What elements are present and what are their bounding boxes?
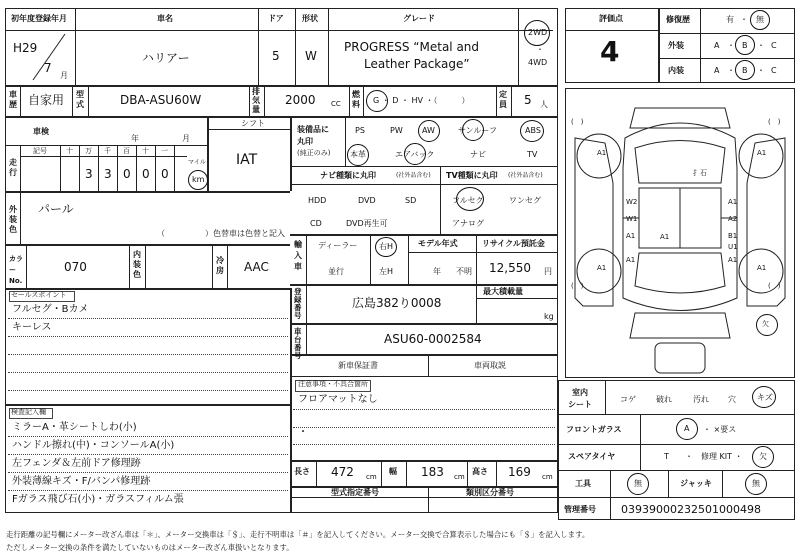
usage-label: 車歴 bbox=[9, 90, 17, 109]
width-value: 183 bbox=[421, 465, 444, 479]
color-no-value: 070 bbox=[64, 260, 87, 274]
displacement-value: 2000 bbox=[285, 93, 316, 107]
type-designation-label: 型式指定番号 bbox=[331, 488, 379, 497]
divider bbox=[20, 85, 21, 116]
inspector-label: 検査記入欄 bbox=[11, 408, 46, 416]
divider bbox=[212, 244, 213, 288]
interior-color-label: 内装色 bbox=[133, 250, 141, 279]
navi-dvd: DVD bbox=[358, 196, 376, 205]
spare-none: 欠 bbox=[759, 452, 767, 461]
color-no-label: カラーNo. bbox=[9, 255, 23, 285]
diagram-mark: 欠 bbox=[762, 320, 769, 328]
divider bbox=[5, 288, 290, 290]
divider bbox=[467, 460, 468, 486]
height-unit: cm bbox=[542, 473, 553, 481]
cc-unit: CC bbox=[331, 100, 341, 108]
sep: ・ bbox=[727, 66, 735, 75]
registration-value: 広島382り0008 bbox=[352, 296, 442, 310]
divider bbox=[290, 166, 558, 167]
divider bbox=[290, 376, 558, 377]
divider bbox=[290, 116, 292, 191]
divider bbox=[605, 380, 606, 414]
month-unit: 月 bbox=[60, 71, 68, 80]
diagram-mark: U1 bbox=[728, 243, 738, 251]
dotted-line bbox=[8, 372, 288, 373]
control-label: 管理番号 bbox=[564, 505, 596, 514]
inspection-label: 車検 bbox=[33, 127, 49, 136]
height-value: 169 bbox=[508, 465, 531, 479]
diagram-mark: A1 bbox=[597, 149, 607, 157]
dotted-line bbox=[8, 390, 288, 391]
divider bbox=[290, 184, 558, 185]
sheet-label-1: 室内 bbox=[572, 388, 588, 397]
divider bbox=[306, 323, 307, 354]
exterior-a: A bbox=[714, 41, 720, 50]
sep: ・ bbox=[757, 66, 765, 75]
divider bbox=[258, 8, 259, 85]
divider bbox=[640, 414, 641, 470]
ac-value: AAC bbox=[244, 260, 269, 274]
first-reg-month: 7 bbox=[44, 61, 52, 75]
mileage-digit-label: 十 bbox=[142, 147, 149, 155]
dotted-line bbox=[293, 444, 555, 445]
divider bbox=[174, 145, 175, 191]
divider bbox=[476, 284, 477, 323]
capacity-unit: 人 bbox=[540, 100, 548, 109]
diagram-mark: A1 bbox=[728, 198, 738, 206]
equip-tv: TV bbox=[527, 150, 538, 159]
mileage-digit: 0 bbox=[161, 167, 169, 181]
km-label: km bbox=[192, 175, 205, 184]
divider bbox=[20, 145, 21, 191]
divider bbox=[145, 244, 146, 288]
navi-note: (社外品含む) bbox=[396, 172, 431, 179]
divider bbox=[518, 8, 519, 85]
divider bbox=[408, 252, 558, 253]
mileage-digit: 0 bbox=[142, 167, 150, 181]
sep: ・ bbox=[727, 41, 735, 50]
divider bbox=[60, 145, 61, 191]
divider bbox=[264, 85, 265, 116]
sales-item: フルセグ・Bカメ bbox=[12, 304, 89, 315]
fuel-options: G ・ D ・ HV ・（ ） bbox=[373, 96, 470, 105]
divider bbox=[20, 191, 21, 244]
usage-value: 自家用 bbox=[28, 93, 65, 107]
notes-label: 注意事項・不具合箇所 bbox=[298, 380, 368, 388]
sep: ・ bbox=[757, 41, 765, 50]
tv-fullseg: フルセグ bbox=[452, 196, 484, 205]
equip-aw: AW bbox=[422, 126, 435, 135]
sheet-tear: 破れ bbox=[656, 395, 672, 404]
navi-hdd: HDD bbox=[308, 196, 327, 205]
divider bbox=[155, 145, 156, 191]
inspector-item: ハンドル擦れ(中)・コンソールA(小) bbox=[12, 440, 175, 451]
divider bbox=[316, 460, 317, 486]
divider bbox=[349, 85, 350, 116]
grade-line1: PROGRESS “Metal and bbox=[344, 40, 480, 54]
divider bbox=[26, 244, 27, 288]
divider bbox=[658, 33, 795, 34]
tv-analog: アナログ bbox=[452, 219, 484, 228]
mileage-digit-label: 一 bbox=[161, 147, 168, 155]
equip-ps: PS bbox=[355, 126, 365, 135]
navi-dvd-play: DVD再生可 bbox=[346, 219, 388, 228]
warranty-manual: 車両取説 bbox=[474, 361, 506, 370]
divider bbox=[565, 30, 658, 31]
spare-t: T bbox=[664, 452, 669, 461]
shift-label: シフト bbox=[241, 119, 265, 128]
svg-text:( ): ( ) bbox=[768, 118, 781, 126]
divider bbox=[408, 234, 409, 284]
divider bbox=[511, 85, 512, 116]
tools-label: 工具 bbox=[575, 479, 591, 488]
sales-item: キーレス bbox=[12, 322, 52, 333]
inspector-item: 左フェンダ＆左前ドア修理跡 bbox=[12, 458, 141, 469]
divider bbox=[290, 354, 558, 356]
diagram-mark: B1 bbox=[728, 232, 738, 240]
divider bbox=[345, 116, 346, 166]
divider bbox=[207, 129, 290, 130]
divider bbox=[72, 85, 73, 116]
dotted-line bbox=[8, 354, 288, 355]
door-value: 5 bbox=[272, 49, 280, 63]
import-label: 輸入車 bbox=[294, 240, 302, 271]
divider bbox=[290, 284, 558, 286]
grade-line2: Leather Package” bbox=[364, 57, 470, 71]
warranty-new-car: 新車保証書 bbox=[338, 361, 378, 370]
dotted-line bbox=[293, 427, 555, 428]
divider bbox=[20, 156, 187, 157]
divider bbox=[406, 460, 407, 486]
divider bbox=[428, 354, 429, 376]
divider bbox=[558, 470, 795, 471]
mileage-digit-label: 記号 bbox=[33, 147, 47, 155]
equip-airbag: エアバック bbox=[395, 150, 435, 159]
shape-label: 形状 bbox=[302, 14, 318, 23]
import-parallel: 並行 bbox=[328, 267, 344, 276]
navi-label: ナビ種類に丸印 bbox=[320, 171, 376, 180]
dotted-line bbox=[8, 490, 288, 491]
diagram-mark: A1 bbox=[757, 149, 767, 157]
divider bbox=[668, 470, 669, 497]
chassis-label: 車台番号 bbox=[294, 327, 302, 360]
divider bbox=[5, 116, 558, 118]
divider bbox=[75, 8, 76, 85]
svg-text:( ): ( ) bbox=[571, 282, 584, 290]
name-label: 車名 bbox=[157, 14, 173, 23]
tv-note: (社外品含む) bbox=[508, 172, 543, 179]
inspector-item: 外装薄線キズ・F/バンパ修理跡 bbox=[12, 476, 151, 487]
model-label: 型式 bbox=[76, 90, 84, 109]
divider bbox=[88, 85, 89, 116]
diagram-mark: A1 bbox=[597, 264, 607, 272]
mileage-digit-label: 百 bbox=[123, 147, 130, 155]
notes-line2: ・ bbox=[298, 427, 308, 438]
divider bbox=[363, 85, 364, 116]
length-unit: cm bbox=[366, 473, 377, 481]
sales-label: セールスポイント bbox=[11, 291, 67, 299]
divider bbox=[496, 460, 497, 486]
dot-sep: ・ bbox=[536, 45, 544, 54]
divider bbox=[496, 85, 497, 116]
inspector-item: ミラーA・革シートしわ(小) bbox=[12, 422, 137, 433]
interior-label: 内装 bbox=[668, 66, 684, 75]
jack-label: ジャッキ bbox=[680, 479, 712, 488]
divider bbox=[658, 58, 795, 59]
diagram-mark: A1 bbox=[626, 256, 636, 264]
divider bbox=[290, 234, 558, 236]
diagram-mark: 扌石 bbox=[693, 169, 707, 177]
mileage-digit: 3 bbox=[104, 167, 112, 181]
capacity-value: 5 bbox=[524, 93, 532, 107]
mileage-digit-label: 万 bbox=[85, 147, 92, 155]
mileage-digit: 3 bbox=[85, 167, 93, 181]
divider bbox=[5, 244, 290, 246]
diagram-mark: A1 bbox=[660, 233, 670, 241]
divider bbox=[290, 288, 292, 513]
footer-line1: 走行距離の記号欄にメーター改ざん車は「＊」、メーター交換車は「＄」、走行不明車は「＃」を記入してください。メーター交換で合算表示した場合にも「＄」を記入します。 bbox=[6, 530, 590, 539]
inspection-year-unit: 年 bbox=[131, 134, 139, 143]
mileage-digit: 0 bbox=[123, 167, 131, 181]
equip-label-1: 装備品に bbox=[297, 125, 329, 134]
mileage-label: 走行 bbox=[9, 158, 17, 177]
divider bbox=[440, 166, 441, 234]
interior-a: A bbox=[714, 66, 720, 75]
inspection-month-unit: 月 bbox=[182, 134, 190, 143]
fuel-label: 燃料 bbox=[352, 90, 360, 109]
dotted-line bbox=[8, 318, 288, 319]
model-year-unit: 年 bbox=[433, 267, 441, 276]
mile-label: マイル bbox=[188, 159, 206, 166]
divider bbox=[295, 8, 296, 85]
navi-cd: CD bbox=[310, 219, 322, 228]
divider bbox=[79, 145, 80, 191]
import-right-h: 右H bbox=[379, 242, 394, 251]
drive-4wd: 4WD bbox=[528, 58, 548, 67]
equip-label-3: (純正のみ) bbox=[297, 149, 331, 157]
divider bbox=[381, 460, 382, 486]
divider bbox=[328, 8, 329, 85]
divider bbox=[98, 145, 99, 191]
divider bbox=[5, 191, 290, 193]
divider bbox=[5, 145, 207, 146]
navi-sd: SD bbox=[405, 196, 417, 205]
max-load-label: 最大積載量 bbox=[483, 287, 523, 296]
windshield-other: ・ ×要ス bbox=[703, 425, 737, 434]
dotted-line bbox=[8, 336, 288, 337]
sheet-scratch: キズ bbox=[757, 393, 773, 402]
repair-opt: 有 bbox=[726, 15, 734, 24]
length-value: 472 bbox=[331, 465, 354, 479]
interior-b: B bbox=[742, 66, 748, 75]
score-label: 評価点 bbox=[599, 14, 623, 23]
first-reg-era: H29 bbox=[13, 41, 38, 55]
chassis-value: ASU60-0002584 bbox=[384, 332, 482, 346]
first-reg-label: 初年度登録年月 bbox=[11, 14, 67, 23]
tv-oneseg: ワンセグ bbox=[509, 196, 541, 205]
divider bbox=[476, 298, 558, 299]
divider bbox=[5, 30, 553, 31]
divider bbox=[558, 414, 795, 415]
model-year-label: モデル年式 bbox=[418, 239, 458, 248]
equip-pw: PW bbox=[390, 126, 403, 135]
capacity-label: 定員 bbox=[499, 90, 507, 109]
tv-label: TV種類に丸印 bbox=[446, 171, 498, 180]
divider bbox=[306, 284, 307, 323]
ac-label: 冷房 bbox=[216, 256, 224, 275]
color-label: 外装色 bbox=[9, 205, 17, 234]
divider bbox=[290, 460, 558, 462]
divider bbox=[290, 323, 558, 325]
equip-label-2: 丸印 bbox=[297, 137, 313, 146]
diagram-mark: A1 bbox=[626, 232, 636, 240]
kg-unit: kg bbox=[544, 312, 554, 321]
divider bbox=[558, 497, 795, 498]
divider bbox=[476, 234, 477, 284]
dotted-line bbox=[8, 454, 288, 455]
dotted-line bbox=[293, 409, 555, 410]
exterior-label: 外装 bbox=[668, 41, 684, 50]
equip-sunroof: サンルーフ bbox=[458, 126, 497, 135]
divider bbox=[610, 470, 611, 520]
recycle-yen: 円 bbox=[544, 267, 552, 276]
divider bbox=[306, 234, 307, 284]
spare-label: スペアタイヤ bbox=[568, 452, 616, 461]
drive-2wd: 2WD bbox=[528, 28, 548, 37]
model-year-unknown: 不明 bbox=[456, 267, 472, 276]
divider bbox=[5, 404, 290, 406]
dotted-line bbox=[8, 436, 288, 437]
shape-value: W bbox=[305, 49, 317, 63]
inspector-item: Fガラス飛び石(小)・ガラスフィルム張 bbox=[12, 494, 184, 505]
width-unit: cm bbox=[454, 473, 465, 481]
height-label: 高さ bbox=[472, 467, 488, 476]
divider bbox=[370, 234, 371, 284]
diagram-mark: W2 bbox=[626, 198, 638, 206]
divider bbox=[249, 85, 250, 116]
repair-label: 修復歴 bbox=[666, 15, 690, 24]
footer-line2: ただしメーター交換の条件を満たしていないものはメーター改ざん車扱いとなります。 bbox=[6, 543, 294, 552]
sheet-label-2: シート bbox=[568, 400, 592, 409]
sheet-burn: コゲ bbox=[620, 395, 636, 404]
width-label: 幅 bbox=[389, 467, 397, 476]
mileage-digit-label: 十 bbox=[66, 147, 73, 155]
divider bbox=[558, 444, 795, 445]
divider bbox=[136, 145, 137, 191]
recycle-label: リサイクル預託金 bbox=[482, 239, 545, 248]
length-label: 長さ bbox=[294, 467, 310, 476]
mileage-digit-label: 千 bbox=[104, 147, 111, 155]
import-dealer: ディーラー bbox=[318, 241, 358, 250]
equip-abs: ABS bbox=[525, 126, 541, 135]
svg-text:( ): ( ) bbox=[571, 118, 584, 126]
import-left-h: 左H bbox=[379, 267, 394, 276]
repair-opt: ・ bbox=[740, 15, 748, 24]
divider bbox=[117, 145, 118, 191]
interior-c: C bbox=[771, 66, 777, 75]
svg-text:( ): ( ) bbox=[768, 282, 781, 290]
score-value: 4 bbox=[600, 35, 620, 68]
divider bbox=[428, 486, 429, 513]
tools-value: 無 bbox=[634, 479, 642, 488]
divider bbox=[700, 8, 701, 83]
shift-value: IAT bbox=[236, 152, 258, 168]
color-note: （ ）色替車は色替と記入 bbox=[157, 229, 285, 238]
windshield-label: フロントガラス bbox=[566, 425, 622, 434]
displacement-label: 排気量 bbox=[252, 87, 260, 114]
diagram-mark: A1 bbox=[728, 256, 738, 264]
model-value: DBA-ASU60W bbox=[120, 93, 202, 107]
notes-line1: フロアマットなし bbox=[298, 394, 378, 405]
grade-label: グレード bbox=[403, 14, 435, 23]
color-value: パール bbox=[38, 202, 74, 216]
divider bbox=[722, 470, 723, 497]
exterior-c: C bbox=[771, 41, 777, 50]
diagram-mark: A1 bbox=[757, 264, 767, 272]
divider bbox=[658, 8, 660, 83]
diagram-mark: W1 bbox=[626, 215, 638, 223]
class-label: 類別区分番号 bbox=[466, 488, 514, 497]
windshield-value: A bbox=[684, 424, 690, 433]
registration-label: 登録番号 bbox=[294, 287, 302, 320]
jack-value: 無 bbox=[752, 479, 760, 488]
divider bbox=[227, 244, 228, 288]
recycle-value: 12,550 bbox=[489, 261, 531, 275]
spare-kit: ・ 修理 KIT ・ bbox=[685, 452, 743, 461]
door-label: ドア bbox=[268, 14, 284, 23]
sheet-stain: 汚れ bbox=[693, 395, 709, 404]
car-name: ハリアー bbox=[142, 51, 190, 65]
divider bbox=[290, 497, 558, 498]
equip-leather: 本革 bbox=[350, 150, 366, 159]
control-value: 03939000232501000498 bbox=[621, 503, 761, 516]
dotted-line bbox=[8, 472, 288, 473]
exterior-b: B bbox=[742, 41, 748, 50]
diagram-mark: A2 bbox=[728, 215, 738, 223]
repair-opt: 無 bbox=[756, 15, 764, 24]
equip-navi: ナビ bbox=[470, 150, 486, 159]
sheet-hole: 穴 bbox=[728, 395, 736, 404]
divider bbox=[129, 244, 130, 288]
